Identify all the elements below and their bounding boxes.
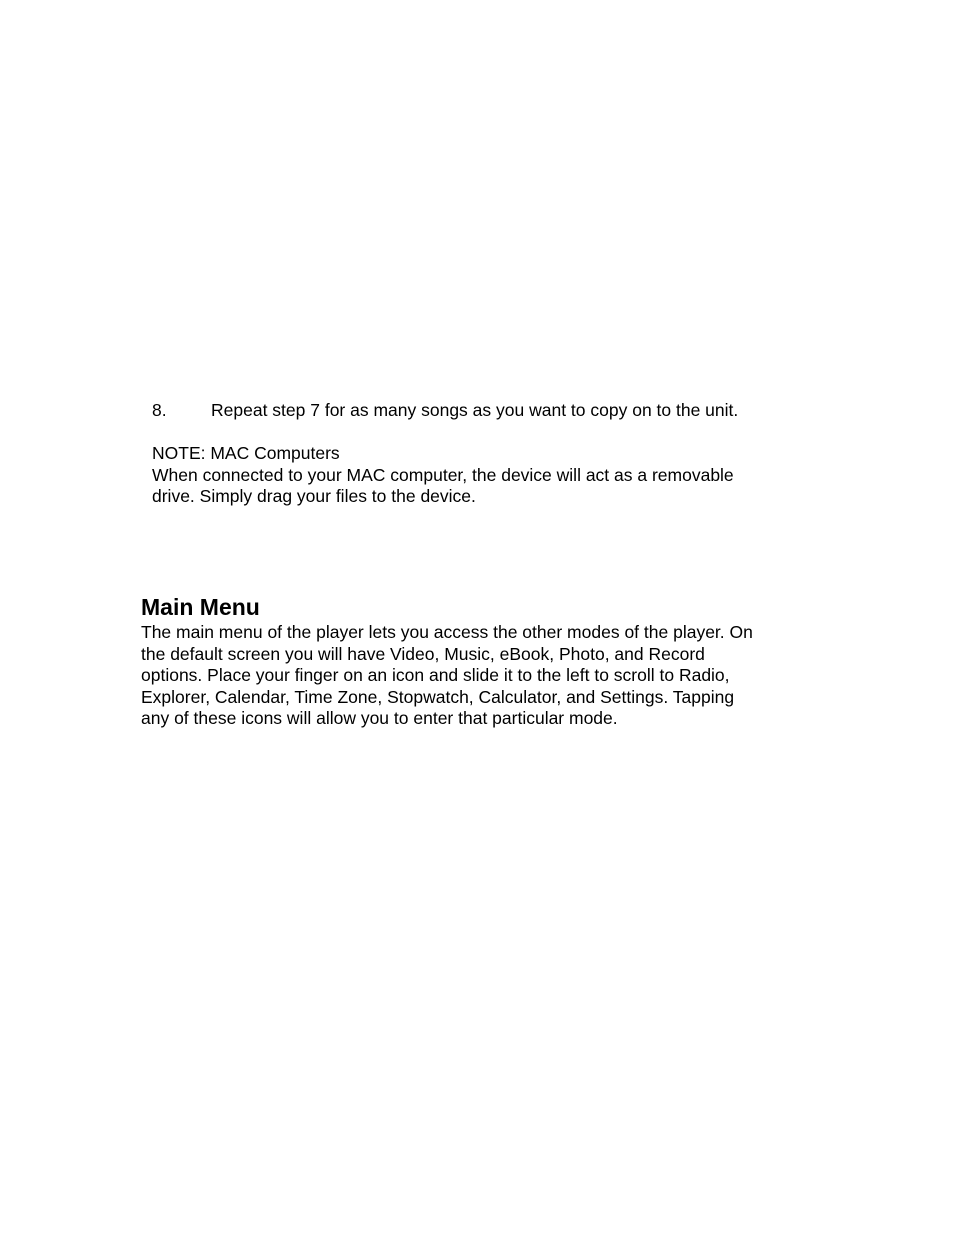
note-line-2: drive. Simply drag your files to the device. [152,486,476,506]
note-title: NOTE: MAC Computers [152,443,340,463]
section-heading-main-menu: Main Menu [141,594,260,620]
list-item-step-8 [152,399,812,421]
note-line-1: When connected to your MAC computer, the device will act as a removable [152,464,734,485]
paragraph-line: The main menu of the player lets you access the other modes of the player. On [141,622,753,642]
step-number: 8. [152,400,167,420]
paragraph-line: options. Place your finger on an icon and slide it to the left to scroll to Radio, [141,665,730,686]
mac-note [152,443,812,508]
paragraph-line: any of these icons will allow you to enter that particular mode. [141,708,618,729]
main-menu-paragraph [141,622,813,730]
step-text: Repeat step 7 for as many songs as you want to copy on to the unit. [211,400,739,420]
paragraph-line: Explorer, Calendar, Time Zone, Stopwatch, Calculator, and Settings. Tapping [141,686,735,707]
paragraph-line: the default screen you will have Video, Music, eBook, Photo, and Record [141,643,705,664]
